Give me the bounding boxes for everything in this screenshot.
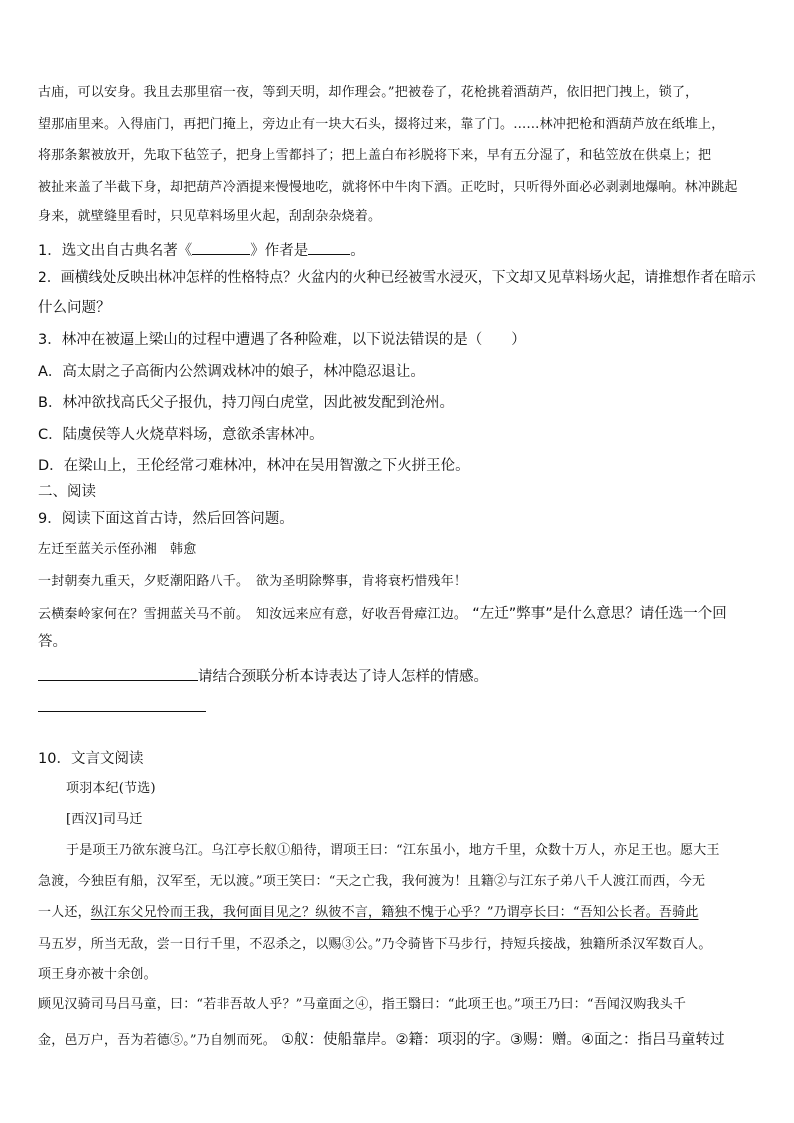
classical-text: 顾见汉骑司马吕马童，曰：“若非吾故人乎？”马童面之④，指王翳曰：“此项王也。”项王乃曰：“吾闻汉购我头千	[38, 997, 687, 1012]
classical-text: 急渡，今独臣有船，汉军至，无以渡。”项王笑曰：“天之亡我，我何渡为！且籍②与江东子弟八千人渡江而西，今无	[38, 874, 706, 889]
classical-text: 马五岁，所当无敌，尝一日行千里，不忍杀之，以赐③公。”乃令骑皆下马步行，持短兵接战，独籍所杀汉军数百人。	[38, 937, 712, 952]
question-2-line-2	[38, 300, 111, 317]
classical-line	[38, 967, 157, 983]
classical-line	[38, 874, 756, 890]
classical-text: 项王身亦被十余创。	[38, 967, 157, 982]
question-3-option-b[interactable]: B．林冲欲找高氏父子报仇，持刀闯白虎堂，因此被发配到沧州。	[38, 395, 454, 411]
passage-line	[38, 180, 756, 196]
question-1-text: 1．选文出自古典名著《	[38, 243, 193, 259]
question-1-text: 。	[350, 243, 365, 259]
poem-text: 云横秦岭家何在？雪拥蓝关马不前。 知汝远来应有意，好收吾骨瘴江边。	[38, 607, 468, 622]
passage-line	[38, 148, 756, 164]
question-10-heading: 10．文言文阅读	[38, 751, 144, 767]
classical-line	[66, 843, 756, 859]
classical-line	[38, 937, 756, 953]
classical-text: 金，邑万户，吾为若德⑤。”乃自刎而死。	[38, 1033, 276, 1048]
question-1-text: 》作者是	[250, 243, 309, 259]
passage-line	[38, 117, 756, 133]
passage-line	[38, 209, 381, 225]
poem-line-2	[38, 603, 727, 623]
passage-text: 古庙，可以安身。我且去那里宿一夜，等到天明，却作理会。”把被卷了，花枪挑着酒葫芦，依旧把门拽上，锁了，	[38, 85, 699, 100]
question-1	[38, 240, 365, 260]
poem-title: 左迁至蓝关示侄孙湘 韩愈	[38, 542, 197, 557]
underlined-sentence: 纵江东父兄怜而王我，我何面目见之？纵彼不言，籍独不愧于心乎？”乃谓亭长曰：“吾知公长者。吾骑此	[90, 905, 699, 920]
answer-blank-book[interactable]	[192, 240, 250, 255]
question-9-sub-2	[38, 666, 488, 686]
passage-text: 望那庙里来。入得庙门，再把门掩上，旁边止有一块大石头，掇将过来，靠了门。……林冲把枪和酒葫芦放在纸堆上，	[38, 117, 725, 132]
annotations: ①舣：使船靠岸。②籍：项羽的字。③赐：赠。④面之：指吕马童转过	[281, 1032, 725, 1048]
answer-blank-author[interactable]	[308, 240, 350, 255]
classical-line	[38, 905, 756, 921]
answer-blank[interactable]	[38, 666, 198, 681]
classical-text: 一人还，	[38, 905, 91, 920]
classical-text: 于是项王乃欲东渡乌江。乌江亭长舣①船待，谓项王曰：“江东虽小，地方千里，众数十万人，亦足王也。愿大王	[66, 843, 720, 858]
passage-title: 项羽本纪(节选)	[66, 781, 156, 796]
question-9-continued: 答。	[38, 634, 67, 650]
question-3-option-a[interactable]: A．高太尉之子高衙内公然调戏林冲的娘子，林冲隐忍退让。	[38, 364, 425, 380]
classical-line	[38, 997, 756, 1013]
question-2-text: 什么问题？	[38, 300, 111, 316]
section-heading: 二、阅读	[38, 484, 96, 500]
question-9-sub-2-text: 请结合颈联分析本诗表达了诗人怎样的情感。	[198, 669, 488, 685]
passage-text: 身来，就壁缝里看时，只见草料场里火起，刮刮杂杂烧着。	[38, 209, 382, 224]
question-9-stem: 9．阅读下面这首古诗，然后回答问题。	[38, 511, 294, 527]
question-3-option-d[interactable]: D．在梁山上，王伦经常刁难林冲，林冲在吴用智激之下火拼王伦。	[38, 458, 470, 474]
passage-text: 被扯来盖了半截下身，却把葫芦冷酒提来慢慢地吃，就将怀中牛肉下酒。正吃时，只听得外面必必剥剥地爆响。林冲跳起	[38, 180, 738, 195]
poem-line-1: 一封朝奏九重天，夕贬潮阳路八千。 欲为圣明除弊事，肯将衰朽惜残年！	[38, 574, 468, 589]
passage-author: [西汉]司马迁	[66, 812, 143, 827]
question-2-text: 2．画横线处反映出林冲怎样的性格特点？火盆内的火种已经被雪水浸灭，下文却又见草料场火起，请推想作者在暗示	[38, 270, 756, 286]
classical-line-with-notes	[38, 1029, 725, 1049]
question-3-stem: 3．林冲在被逼上梁山的过程中遭遇了各种险难，以下说法错误的是（ ）	[38, 332, 526, 348]
question-2-line-1	[38, 270, 756, 287]
question-3-option-c[interactable]: C．陆虞侯等人火烧草料场，意欲杀害林冲。	[38, 427, 324, 443]
passage-text: 将那条絮被放开，先取下毡笠子，把身上雪都抖了；把上盖白布衫脱将下来，早有五分湿了，和毡笠放在供桌上；把	[38, 148, 712, 163]
answer-line[interactable]	[38, 711, 206, 712]
question-9-sub-1: “左迁”弊事”是什么意思？请任选一个回	[472, 606, 727, 622]
passage-line	[38, 85, 756, 101]
